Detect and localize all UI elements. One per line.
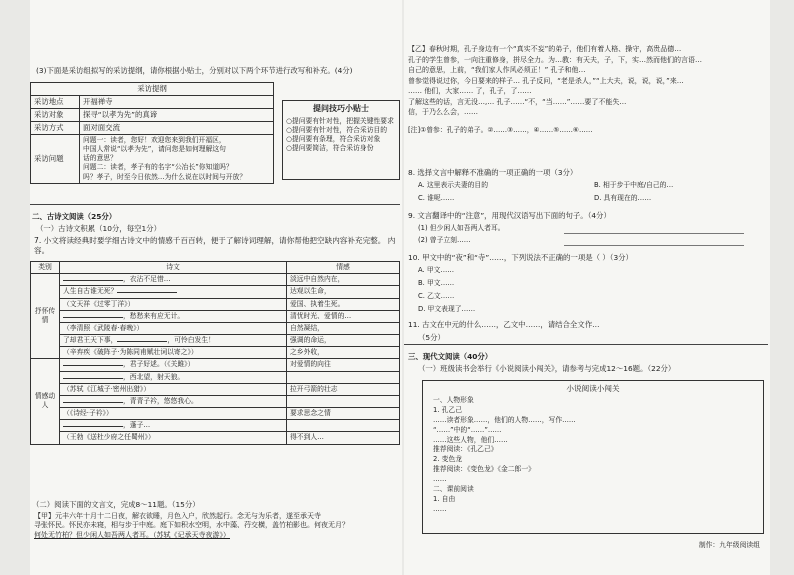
passage-b: 【乙】春秋时期，孔子身边有一个“真实不妄”的弟子，他们有着人格、操守，高贵品德… 孔子的学生曾参，一向注重修身，拼尽全力。为…教：有天夫，子，下，实…然而他们的言语… 自己的意思，上前，“我们家人作风必须正！” 孔子和他… 曾参觉得说过你，今日要来的样子… 孔子反问，“老是杀人，”“上大夫，说，说，说，”来… …… 他们，大家…… 了，孔子，了…… 了解这些的话，言无没…,… 孔子……“不，“当……”……要了不能失… 信，于乃么么会，…… — [408, 45, 702, 116]
table-row: （苏轼《江城子·密州出猎》） 拉开弓箭的壮志 — [31, 383, 400, 395]
table-row: （《诗经·子衿》） 要求思念之情 — [31, 408, 400, 420]
table-row: 采访问题 问题一：读者，您好！欢迎您来到我们开福区， 中国人常说“以孝为先”，请问您是如何理解这句 话的意思？ 问题二：读者，孝子有的名字“公冶长”你知道吗？ 吗？孝子，时至今日依然…为什么说在以时间与开放？ — [31, 134, 274, 183]
group-label: 抒怀传情 — [31, 274, 60, 359]
question-9: 9. 文言翻译中的“注意”，用现代汉语写出下面的句子。（4分） — [408, 211, 611, 220]
table-row: 采访方式 面对面交流 — [31, 121, 274, 134]
q7-prompt: 7. 小文将读经典时要学细古诗文中的情感千百百转，便于了解诗词理解，请你帮他把空缺内容补充完整。 内容。 — [34, 236, 396, 256]
interview-questions: 问题一：读者，您好！欢迎您来到我们开福区， 中国人常说“以孝为先”，请问您是如何理解这句 话的意思？ 问题二：读者，孝子有的名字“公冶长”你知道吗？ 吗？孝子，时至今日依然…为什么说在以时间与开放？ — [80, 134, 274, 183]
question-10: 10. 甲文中的“夜”和“寺”……，下列说法不正确的一项是（ ）（3分） — [408, 253, 633, 262]
tips-title: 提问技巧小贴士 — [313, 104, 369, 113]
tip-item: ○提问要有针对性，把握关键性要求 — [286, 116, 394, 125]
right-page: 【乙】春秋时期，孔子身边有一个“真实不妄”的弟子，他们有着人格、操守，高贵品德… 孔子的学生曾参，一向注重修身，拼尽全力。为…教：有天夫，子，下，实…然而他们的言语… 自己的意思，上前，“我们家人作风必须正！” 孔子和他… 曾参觉得说过你，今日要来的样子… 孔子反问，“老是杀人，”“上大夫，说，说，说，”来… …… 他们，大家…… 了，孔子，了…… 了解这些的话，言无没…,… 孔子……“不，“当……”……要了不能失… 信，于乃么么会，…… [注]①曾参：孔子的弟子。②……③……，④……⑤……⑥…… 8. 选择文言中解释不准确的一项正确的一项（3分） A. 这里表示夫妻的目的 B. 相于步于中庭/自己的… C. 谁呢…… D. 具有现在的…… 9. 文言翻译中的“注意”，用现代汉语写出下面的句子。（4分） (1) 但少闲人如吾两人者耳。 (2) 曾子立刻…… 10. 甲文中的“夜”和“寺”……，下列说法不正确的一项是（ ）（3分） A. 甲文…… B. 甲文…… C. 乙文…… D. 甲文表现了…… 11. 古文在中元的什么……，乙文中……，请结合全文作… （5分） 三、现代文阅读（40分） （一）班级读书会举行《小说阅读小闯关》，请参考与完成12～16题。（22分） 小说阅读小闯关 一、人物形象 1. 孔乙己 ……读者形象……，他们的人物……，写作…… “……”中的“……”…… ……这些人物，他们…… 推荐阅读：《孔乙己》 2. 变色龙 推荐阅读：《变色龙》《金二郎一》 …… 二、课前阅读 1. 自由 …… 制作：九年级阅读组 — [404, 0, 770, 575]
section-heading: 二、古诗文阅读（25分） — [32, 212, 117, 221]
table-row: （辛弃疾《破阵子·为陈同甫赋壮词以寄之》） 之乡外收， — [31, 347, 400, 359]
table-row: ，西北望，射天狼。 — [31, 371, 400, 383]
answer-line — [564, 245, 744, 246]
box-title: 小说阅读小闯关 — [566, 384, 620, 393]
outline-title: 采访提纲 — [31, 83, 274, 96]
annotations: [注]①曾参：孔子的弟子。②……③……，④……⑤……⑥…… — [408, 126, 593, 134]
table-row: （王勃《送杜少府之任蜀州》） 得不到人… — [31, 432, 400, 444]
subsection-heading: （二）阅读下面的文言文，完成8～11题。（15分） — [32, 500, 200, 509]
table-row: （文天祥《过零丁洋》） 爱国、执着生死。 — [31, 298, 400, 310]
table-row: 人生自古谁无死？ 达观以生命， — [31, 286, 400, 298]
divider — [404, 344, 768, 345]
reading-box: 小说阅读小闯关 一、人物形象 1. 孔乙己 ……读者形象……，他们的人物……，写作…… “……”中的“……”…… ……这些人物，他们…… 推荐阅读：《孔乙己》 2. 变色龙 推荐阅读：《变色龙》《金二郎一》 …… 二、课前阅读 1. 自由 …… — [422, 380, 764, 534]
table-row: ，青青子衿，悠悠我心。 — [31, 395, 400, 407]
question-11: 11. 古文在中元的什么……，乙文中……，请结合全文作… — [408, 320, 600, 329]
interview-outline-table — [30, 82, 274, 184]
table-row: ，愁愁来有应无计。 清忧时光、爱情的… — [31, 310, 400, 322]
answer-line — [564, 233, 744, 234]
group-label: 情感动人 — [31, 359, 60, 444]
table-row: 抒怀传情 ，衣沾不足惜… 淡远中自然内在， — [31, 274, 400, 286]
table-row: ，蓬子… — [31, 420, 400, 432]
table-row: 采访对象 探寻“以孝为先”的真谛 — [31, 108, 274, 121]
box-footer: 制作：九年级阅读组 — [698, 541, 760, 549]
table-row: 了却君王天下事， ，可怜白发生！ 强调的命运， — [31, 335, 400, 347]
passage-a: 【甲】元丰六年十月十二日夜，解衣欲睡，月色入户，欣然起行。念无与为乐者，遂至承天寺 寻张怀民。怀民亦未寝，相与步于中庭。庭下如积水空明，水中藻、荇交横，盖竹柏影也。何夜无月？ 何处无竹柏？但少闲人如吾两人者耳。（苏轼《记承天寺夜游》） — [34, 512, 349, 539]
q3-prompt: (3)下面是采访组拟写的采访提纲，请你根据小贴士，分别对以下两个环节进行改写和补充。(4分) — [36, 66, 353, 75]
tips-box — [282, 100, 400, 180]
table-row: 情感动人 ，君子好逑。（《关雎》） 对爱情的向往 — [31, 359, 400, 371]
tip-item: ○提问要有针对性，符合采访目的 — [286, 125, 388, 134]
subsection-heading: （一）古诗文积累（10分，每空1分） — [36, 224, 161, 233]
section-heading: 三、现代文阅读（40分） — [408, 352, 493, 361]
tip-item: ○提问要简洁，符合采访身份 — [286, 144, 374, 153]
table-row: （李清照《武陵春·春晚》） 自然凝结， — [31, 322, 400, 334]
subsection-heading: （一）班级读书会举行《小说阅读小闯关》，请参考与完成12～16题。（22分） — [418, 364, 676, 373]
question-8: 8. 选择文言中解释不准确的一项正确的一项（3分） — [408, 168, 578, 177]
tip-item: ○提问要有条理，符合采访对象 — [286, 135, 381, 144]
table-row: 采访地点 开福禅寺 — [31, 95, 274, 108]
divider — [30, 204, 400, 205]
poem-table: 类别 诗文 情感 抒怀传情 ，衣沾不足惜… 淡远中自然内在， 人生自古谁无死？ 达观以生命， （文天祥《过零丁洋》） 爱国、执着生死。 ，愁愁来有应无计。 清忧时光、爱情的… （李清照《武陵春·春晚》） 自然凝结， 了却君王天下事， ，可怜白发生！ 强调的命运， （辛弃疾《破阵子·为陈同甫赋壮词以寄之》） 之乡外收， 情感动人 ，君子好逑。（《关雎》） 对爱情的向往 ，西北望，射天狼。 （苏轼《江城子·密州出猎》） 拉开弓箭的壮志 ，青青子衿，悠悠我心。 （《诗经·子衿》） 要求思念之情 ，蓬子… （王勃《送杜少府之任蜀州》） 得不到人… — [30, 261, 400, 445]
left-page — [30, 0, 402, 575]
